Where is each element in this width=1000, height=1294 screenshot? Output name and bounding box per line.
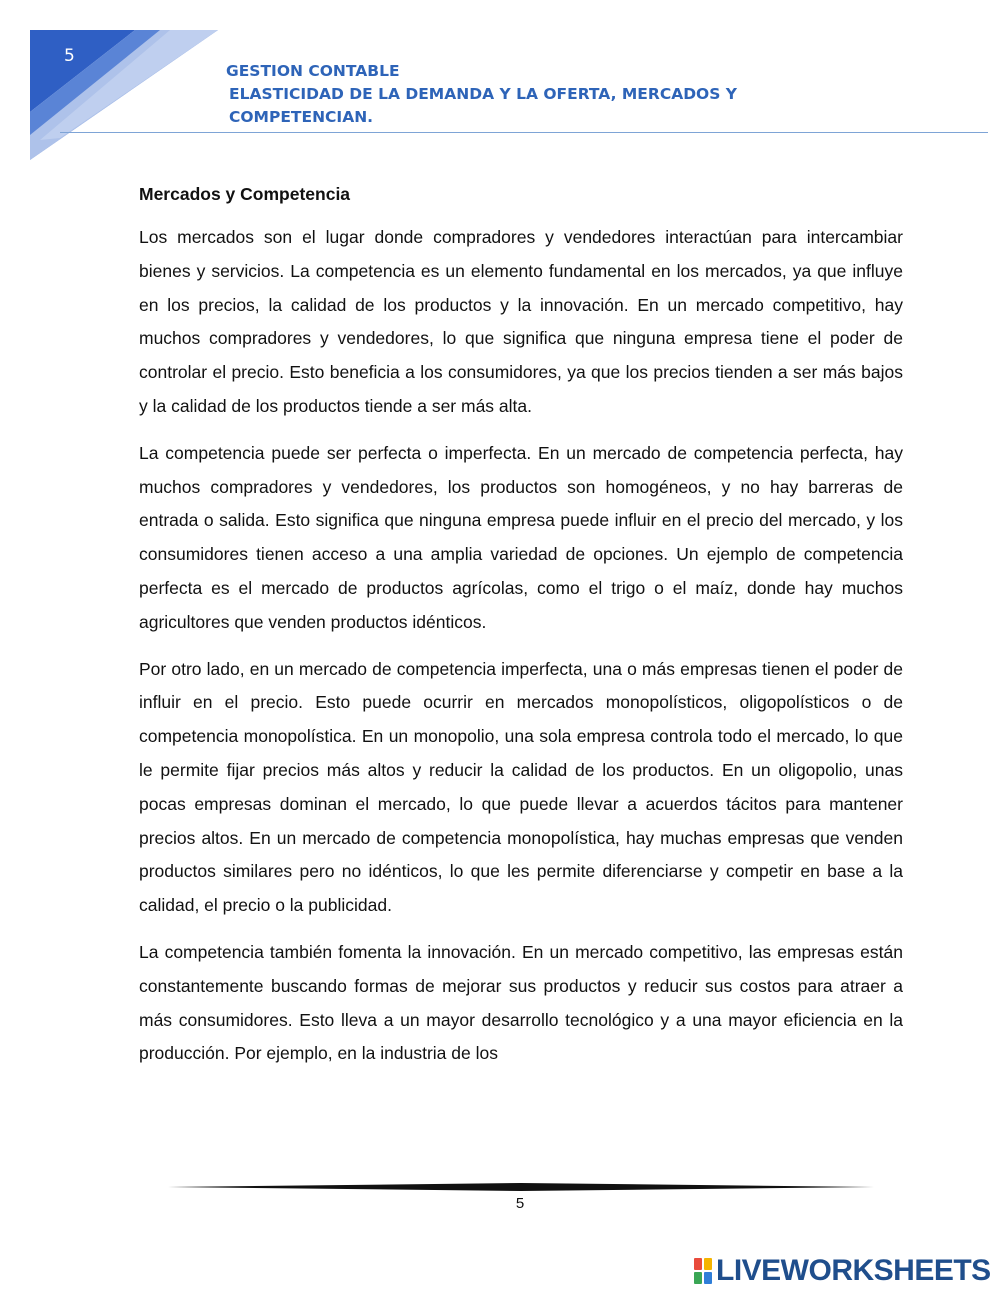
corner-decoration — [0, 0, 240, 170]
header-divider — [60, 132, 988, 133]
page-body — [139, 184, 903, 1084]
paragraph: La competencia puede ser perfecta o imperfecta. En un mercado de competencia perfecta, hay muchos compradores y vendedores, los productos son homogéneos, y no hay barreras de entrada o salida. Esto significa que ninguna empresa puede influir en el precio del mercado, y los consumidores tienen acceso a una amplia variedad de opciones. Un ejemplo de competencia perfecta es el mercado de productos agrícolas, como el trigo o el maíz, donde hay muchos agricultores que venden productos idénticos. — [139, 442, 903, 632]
liveworksheets-logo-icon — [694, 1258, 712, 1284]
document-header — [226, 60, 737, 129]
paragraph: La competencia también fomenta la innovación. En un mercado competitivo, las empresas están constantemente buscando formas de mejorar sus productos y reducir sus costos para atraer a más consumidores. Esto lleva a un mayor desarrollo tecnológico y a una mayor eficiencia en la producción. Por ejemplo, en la industria de los — [139, 941, 903, 1064]
header-line-2: ELASTICIDAD DE LA DEMANDA Y LA OFERTA, MERCADOS Y — [229, 85, 738, 103]
paragraph: Los mercados son el lugar donde compradores y vendedores interactúan para intercambiar bienes y servicios. La competencia es un elemento fundamental en los mercados, ya que influye en los precios, la calidad de los productos y la innovación. En un mercado competitivo, hay muchos compradores y vendedores, lo que significa que ninguna empresa tiene el poder de controlar el precio. Esto beneficia a los consumidores, ya que los precios tienden a ser más bajos y la calidad de los productos tiende a ser más alta. — [139, 227, 903, 416]
footer-divider — [168, 1180, 874, 1194]
header-line-1: GESTION CONTABLE — [226, 62, 400, 80]
page-number-bottom: 5 — [515, 1195, 525, 1212]
brand-name: LIVEWORKSHEETS — [716, 1254, 991, 1287]
paragraph: Por otro lado, en un mercado de competencia imperfecta, una o más empresas tienen el poder de influir en el precio. Esto puede ocurrir en mercados monopolísticos, oligopolísticos o de competencia monopolística. En un monopolio, una sola empresa controla todo el mercado, lo que le permite fijar precios más altos y reducir la calidad de los productos. En un oligopolio, unas pocas empresas dominan el mercado, lo que puede llevar a acuerdos tácitos para mantener precios altos. En un mercado de competencia monopolística, hay muchas empresas que venden productos similares pero no idénticos, lo que les permite diferenciarse y competir en base a la calidad, el precio o la publicidad. — [139, 658, 903, 916]
page-number-top: 5 — [64, 46, 75, 66]
brand-watermark — [694, 1254, 991, 1288]
header-line-3: COMPETENCIAN. — [229, 108, 374, 126]
section-heading: Mercados y Competencia — [139, 184, 351, 204]
